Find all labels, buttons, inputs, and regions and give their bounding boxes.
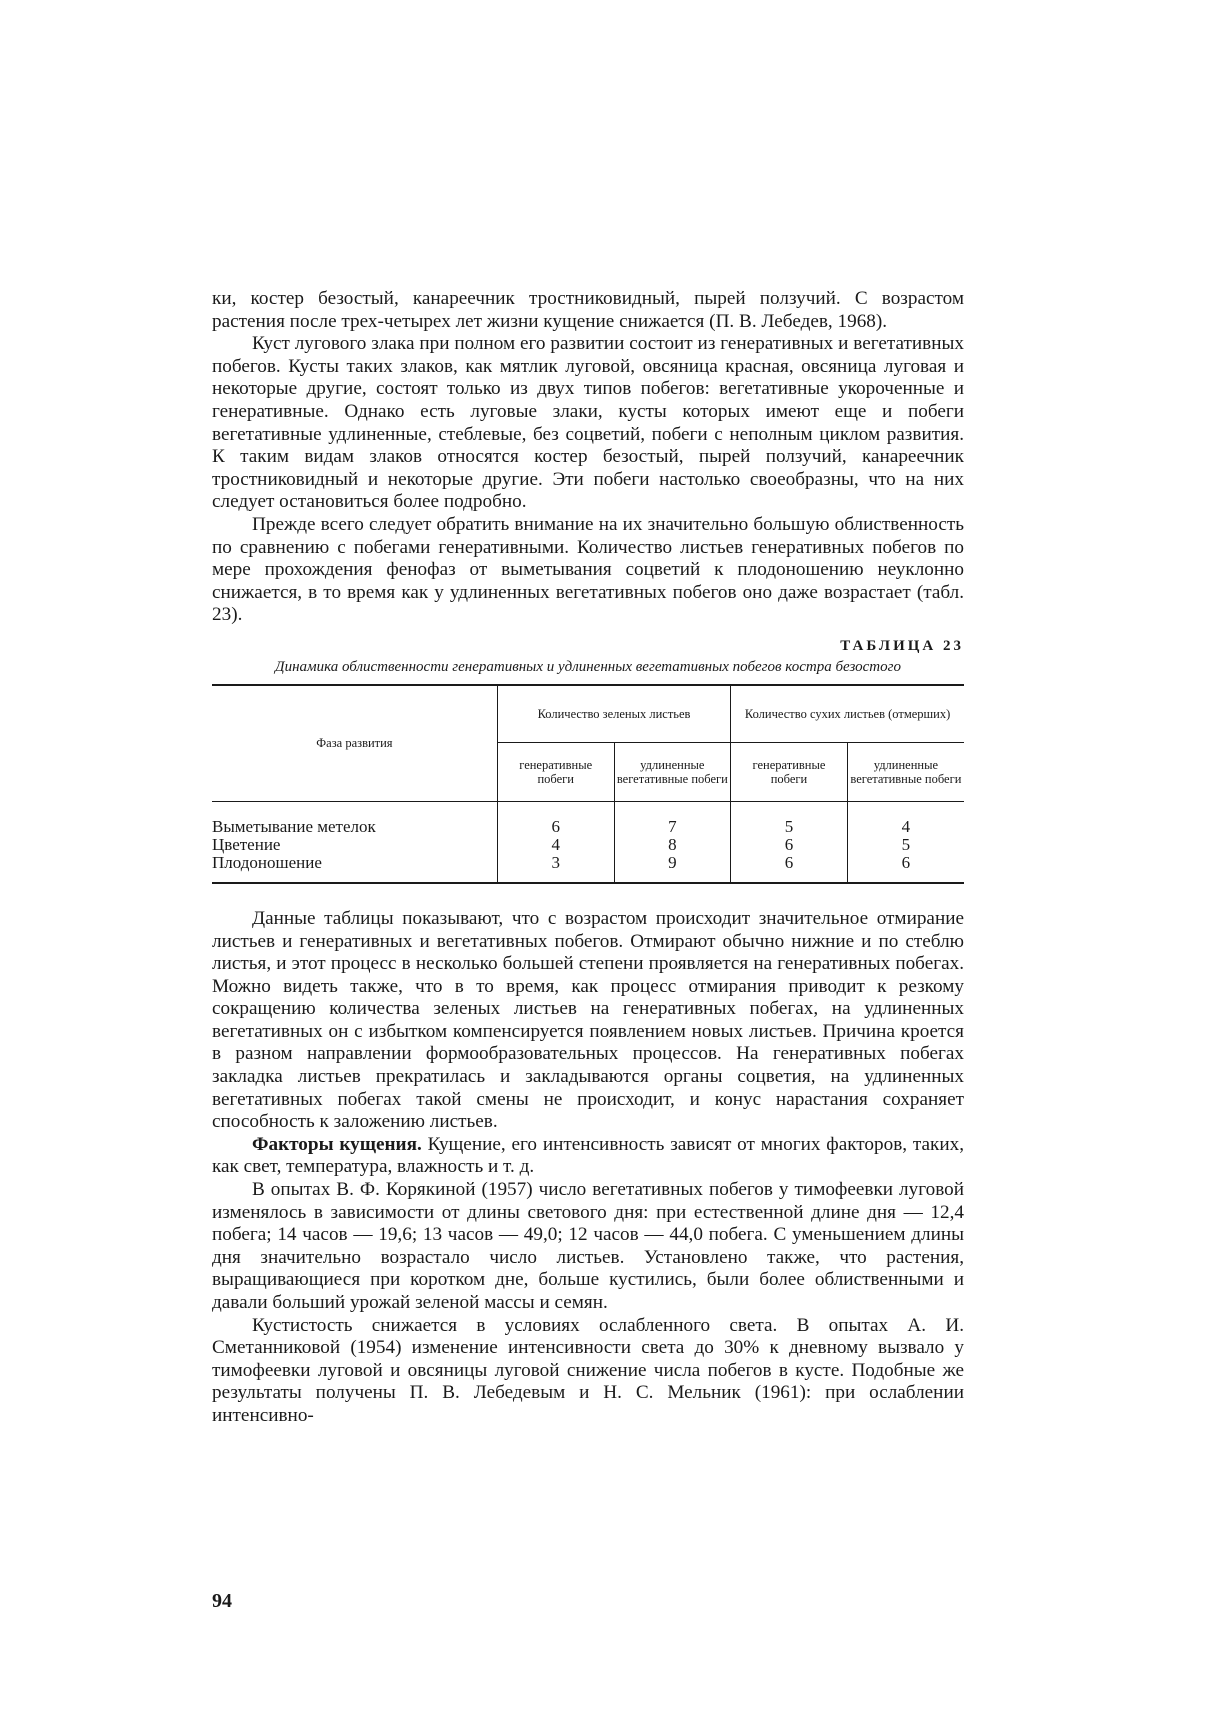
table-label: ТАБЛИЦА 23 (840, 637, 964, 654)
row-phase: Плодоношение (212, 852, 322, 872)
cell-green-veg: 7 (614, 818, 731, 836)
header-green-elongated: удлиненные вегетативные побеги (614, 742, 731, 801)
cell-green-gen: 4 (497, 836, 614, 854)
row-phase: Выметывание метелок (212, 816, 376, 836)
paragraph-2: Куст лугового злака при полном его развитии состоит из генеративных и вегетативных побегов. Кусты таких злаков, как мятлик луговой, овсяница красная, овсяница луговая и некоторые другие, состоят только из двух типов побегов: вегетативные укороченные и генеративные. Однако есть луговые злаки, кусты которых имеют еще и побеги вегетативные удлиненные, стеблевые, без соцветий, побеги с неполным циклом развития. К таким видам злаков относятся костер безостый, пырей ползучий, канареечник тростниковидный и некоторые другие. Эти побеги настолько своеобразны, что на них следует остановиться более подробно. (212, 333, 964, 513)
cell-green-gen: 3 (497, 854, 614, 883)
paragraph-4: Данные таблицы показывают, что с возрастом происходит значительное отмирание листьев и генеративных и вегетативных побегов. Отмирают обычно нижние и по стеблю листья, и этот процесс в несколько большей степени проявляется на генеративных побегах. Можно видеть также, что в то время, как процесс отмирания приводит к резкому сокращению количества зеленых листьев на генеративных побегах, на удлиненных вегетативных он с избытком компенсируется появлением новых листьев. Причина кроется в разном направлении формообразовательных процессов. На генеративных побегах закладка листьев прекратилась и закладываются органы соцветия, на удлиненных вегетативных побегах такой смены не происходит, и конус нарастания сохраняет способность к заложению листьев. (212, 907, 964, 1133)
header-green-leaves: Количество зеленых листьев (497, 685, 730, 743)
text-column (212, 288, 964, 1428)
paragraph-7: Кустистость снижается в условиях ослабленного света. В опытах А. И. Сметанниковой (1954) изменение интенсивности света до 30% к дневному вызвало у тимофеевки луговой и овсяницы луговой снижение числа побегов в кусте. Подобные же результаты получены П. В. Лебедевым и Н. С. Мельник (1961): при ослаблении интенсивно- (212, 1314, 964, 1426)
cell-dry-gen: 6 (731, 854, 848, 883)
cell-dry-gen: 5 (731, 818, 848, 836)
row-phase: Цветение (212, 834, 281, 854)
header-green-generative: генеративные побеги (497, 742, 614, 801)
table-row (212, 836, 964, 854)
header-dry-generative: генеративные побеги (731, 742, 848, 801)
cell-dry-gen: 6 (731, 836, 848, 854)
header-dry-leaves: Количество сухих листьев (отмерших) (731, 685, 964, 743)
table-row (212, 818, 964, 836)
paragraph-5 (212, 1134, 964, 1179)
cell-dry-veg: 5 (847, 836, 964, 854)
table-row (212, 854, 964, 883)
paragraph-3: Прежде всего следует обратить внимание на их значительно большую облиственность по сравнению с побегами генеративными. Количество листьев генеративных побегов по мере прохождения фенофаз от выметывания соцветий к плодоношению неуклонно снижается, в то время как у удлиненных вегетативных побегов оно даже возрастает (табл. 23). (212, 513, 964, 626)
cell-green-gen: 6 (497, 818, 614, 836)
page-number: 94 (212, 1590, 232, 1612)
paragraph-6: В опытах В. Ф. Корякиной (1957) число вегетативных побегов у тимофеевки луговой изменялось в зависимости от длины светового дня: при естественной длине дня — 12,4 побега; 14 часов — 19,6; 13 часов — 49,0; 12 часов — 44,0 побега. С уменьшением длины дня значительно возрастало число листьев. Установлено также, что растения, выращивающиеся при коротком дне, больше кустились, были более облиственными и давали больший урожай зеленой массы и семян. (212, 1179, 964, 1313)
cell-green-veg: 9 (614, 854, 731, 883)
table-caption: Динамика облиственности генеративных и удлиненных вегетативных побегов костра безостого (275, 658, 901, 675)
foliage-table (212, 684, 964, 884)
header-dry-elongated: удлиненные вегетативные побеги (847, 742, 964, 801)
cell-dry-veg: 6 (847, 854, 964, 883)
paragraph-5-text: Кущение, его интенсивность зависят от многих факторов, таких, как свет, температура, влажность и т. д. (212, 1133, 964, 1178)
paragraph-1: ки, костер безостый, канареечник тростниковидный, пырей ползучий. С возрастом растения после трех-четырех лет жизни кущение снижается (П. В. Лебедев, 1968). (212, 288, 964, 332)
header-phase: Фаза развития (212, 685, 497, 802)
section-heading: Факторы кущения. (252, 1133, 422, 1155)
cell-dry-veg: 4 (847, 818, 964, 836)
cell-green-veg: 8 (614, 836, 731, 854)
